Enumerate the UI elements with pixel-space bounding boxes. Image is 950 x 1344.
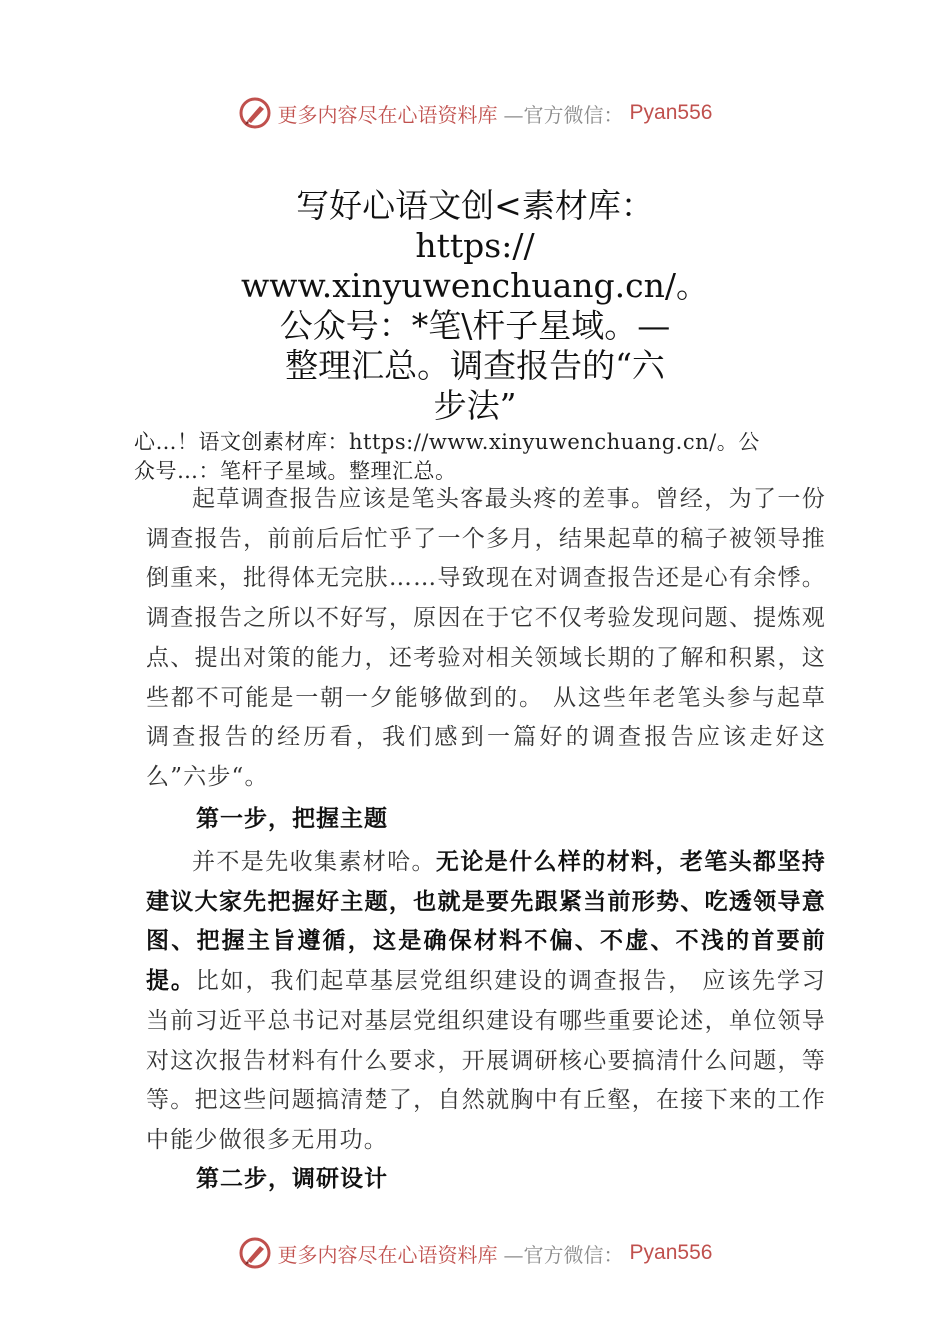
paragraph-text: 起草调查报告应该是笔头客最头疼的差事。曾经，为了一份调查报告，前前后后忙乎了一个多月，结果起草的稿子被领导推倒重来，批得体无完肤……导致现在对调查报告还是心有余悸。调查报告之所以不好写，原因在于它不仅考验发现问题、提炼观点、提出对策的能力，还考验对相关领域长期的了解和积累，这些都不可能是一朝一夕能够做到的。 从这些年老笔头参与起草调查报告的经历看，我们感到一篇好的调查报告应该走好这么”六步“。 <box>146 486 826 790</box>
pen-logo-icon <box>238 96 272 130</box>
header-banner <box>0 96 950 130</box>
title-line: https:// <box>415 226 535 265</box>
title-line: 公众号：*笔\杆子星域。— <box>279 306 671 345</box>
title-line: www.xinyuwenchuang.cn/。 <box>240 266 710 305</box>
banner-wechat-label: —官方微信： <box>503 102 624 127</box>
title-line: 写好心语文创<素材库： <box>296 186 654 225</box>
banner-text: 更多内容尽在心语资料库 <box>277 102 498 127</box>
paragraph-rest: 比如，我们起草基层党组织建设的调查报告， 应该先学习当前习近平总书记对基层党组织建设有哪些重要论述，单位领导对这次报告材料有什么要求，开展调研核心要搞清什么问题，等等。把这些问题搞清楚了，自然就胸中有丘壑，在接下来的工作中能少做很多无用功。 <box>146 968 826 1153</box>
section-heading-step2: 第二步，调研设计 <box>196 1166 388 1192</box>
title-line: 步法” <box>433 386 517 425</box>
title-line: 整理汇总。调查报告的“六 <box>285 346 665 385</box>
paragraph-lead: 并不是先收集素材哈。 <box>192 849 436 875</box>
section-heading-step1: 第一步，把握主题 <box>196 806 388 832</box>
banner-text: 更多内容尽在心语资料库 <box>277 1242 498 1267</box>
document-title <box>200 186 750 426</box>
source-note-line: 众号…：笔杆子星域。整理汇总。 <box>134 459 457 483</box>
banner-wechat-id: Pyan556 <box>629 101 713 124</box>
footer-banner <box>0 1236 950 1270</box>
banner-wechat-label: —官方微信： <box>503 1242 624 1267</box>
banner-wechat-id: Pyan556 <box>629 1241 713 1264</box>
source-note-line: 心…！语文创素材库：https://www.xinyuwenchuang.cn/。公 <box>134 430 760 454</box>
intro-paragraph <box>146 480 826 798</box>
step1-paragraph <box>146 843 826 1161</box>
paragraph-emphasis: 无论是什么样的材料，老笔头都坚持建议大家先把握好主题，也就是要先跟紧当前形势、吃透领导意图、把握主旨遵循，这是确保材料不偏、不虚、不浅的首要前提。 <box>146 849 827 995</box>
source-note <box>134 428 834 486</box>
pen-logo-icon <box>238 1236 272 1270</box>
